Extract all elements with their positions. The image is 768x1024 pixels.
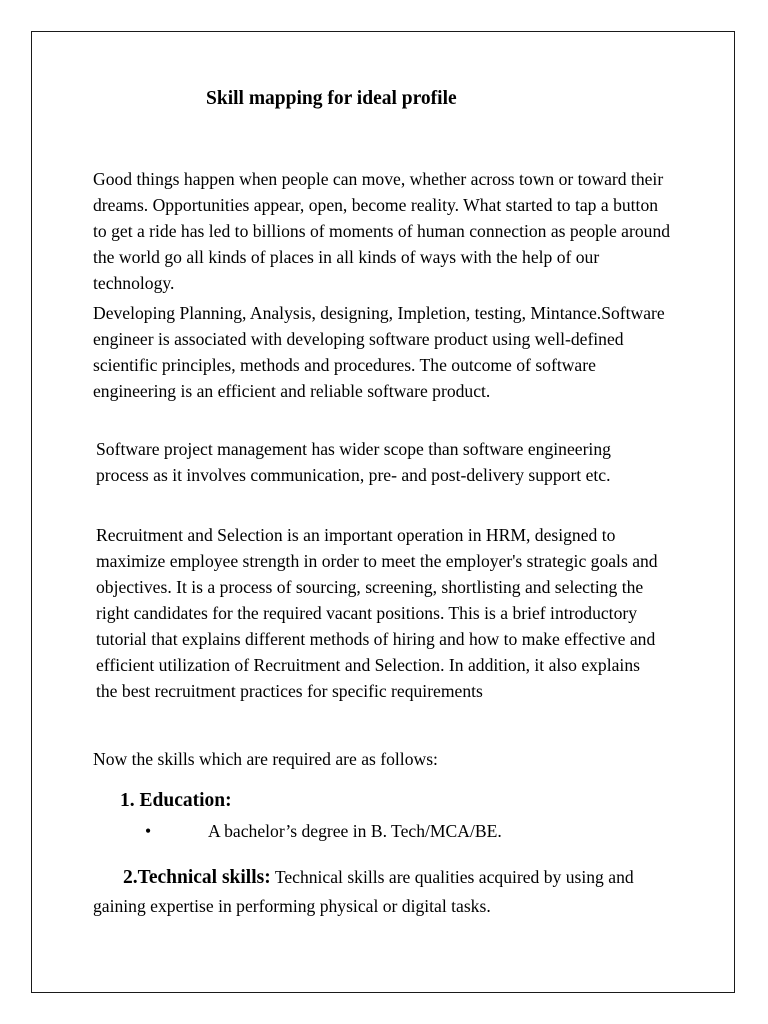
technical-skills-block bbox=[93, 863, 658, 920]
paragraph-skills-intro: Now the skills which are required are as follows: bbox=[93, 749, 438, 769]
paragraph-project-management: Software project management has wider scope than software engineering process as it involves communication, pre- and post-delivery support etc. bbox=[96, 439, 611, 485]
paragraph-recruitment: Recruitment and Selection is an important operation in HRM, designed to maximize employee strength in order to meet the employer's strategic goals and objectives. It is a process of sourcing, screening, shortlisting and selecting the right candidates for the required vacant positions. This is a brief introductory tutorial that explains different methods of hiring and how to make effective and efficient utilization of Recruitment and Selection. In addition, it also explains the best recruitment practices for specific requirements bbox=[96, 525, 658, 701]
paragraph-software-engineering: Developing Planning, Analysis, designing, Impletion, testing, Mintance.Software engineer is associated with developing software product using well-defined scientific principles, methods and procedures. The outcome of software engineering is an efficient and reliable software product. bbox=[93, 303, 665, 401]
technical-skills-text: Technical skills are qualities acquired by using and gaining expertise in performing physical or digital tasks. bbox=[93, 867, 634, 916]
paragraph-intro: Good things happen when people can move, whether across town or toward their dreams. Opportunities appear, open, become reality. What started to tap a button to get a ride has led to billions of moments of human connection as people around the world go all kinds of places in all kinds of ways with the help of our technology. bbox=[93, 169, 671, 293]
education-heading: 1. Education: bbox=[120, 790, 232, 811]
bullet-icon: • bbox=[145, 821, 152, 841]
technical-skills-heading: 2.Technical skills: bbox=[123, 867, 271, 888]
document-title: Skill mapping for ideal profile bbox=[206, 88, 457, 109]
education-bullet-text: A bachelor’s degree in B. Tech/MCA/BE. bbox=[208, 821, 502, 841]
